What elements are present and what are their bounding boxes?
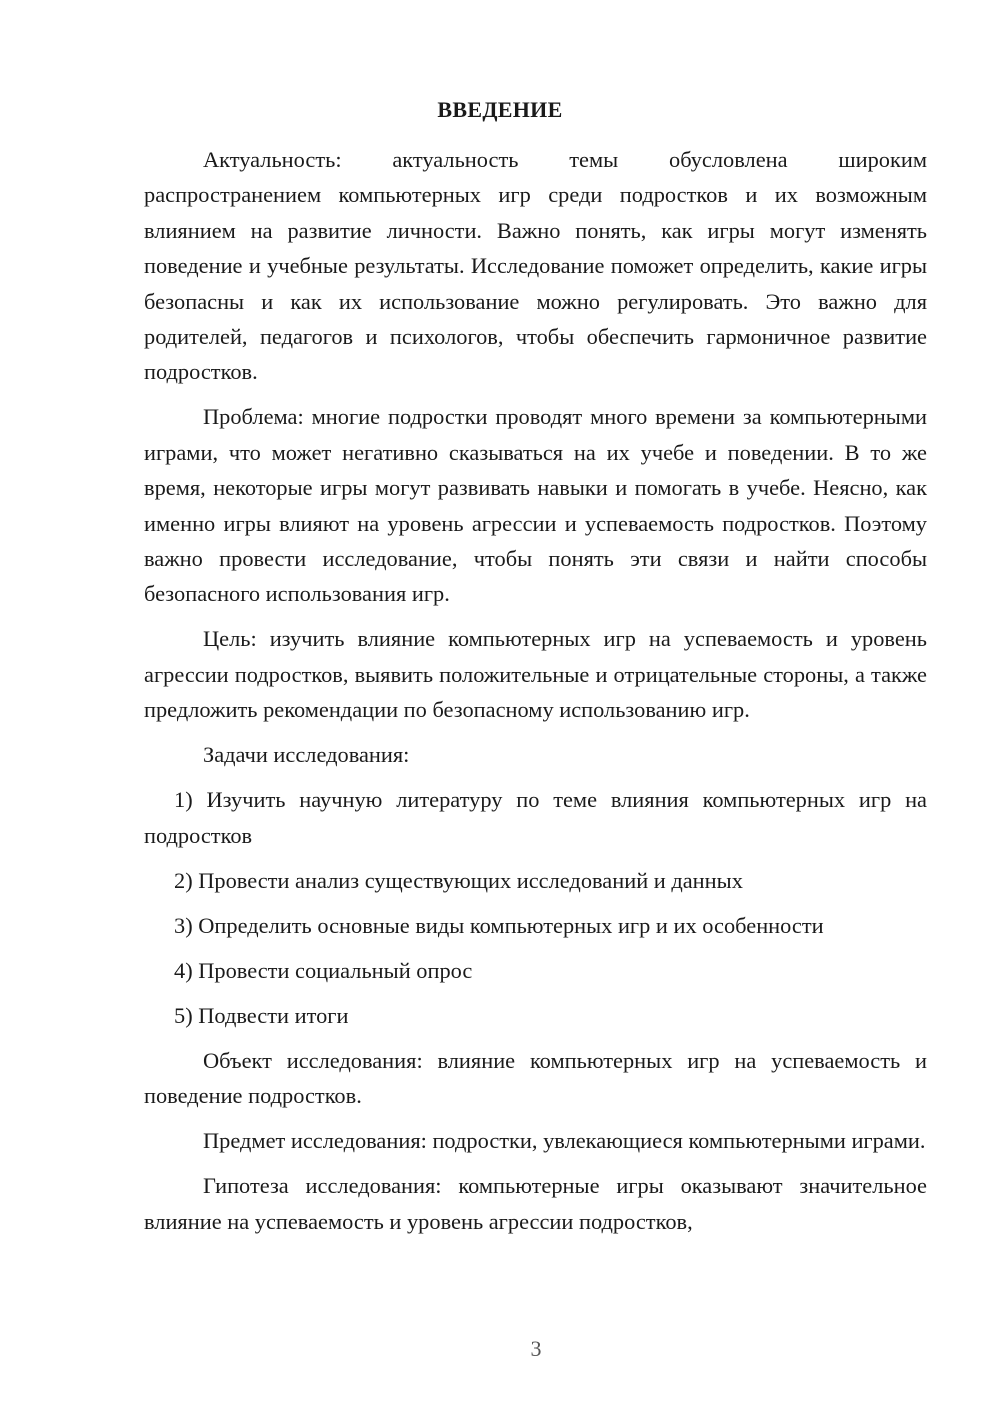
- document-body: [144, 142, 927, 1239]
- task-item: 1) Изучить научную литературу по теме влияния компьютерных игр на подростков: [144, 787, 927, 848]
- task-item: 5) Подвести итоги: [174, 1002, 349, 1028]
- page-title: ВВЕДЕНИЕ: [437, 97, 563, 122]
- paragraph-problem: Проблема: многие подростки проводят много времени за компьютерными играми, что может негативно сказываться на их учебе и поведении. В то же время, некоторые игры могут развивать навыки и помогать в учебе. Неясно, как именно игры влияют на уровень агрессии и успеваемость подростков. Поэтому важно провести исследование, чтобы понять эти связи и найти способы безопасного использования игр.: [144, 404, 927, 607]
- tasks-heading: Задачи исследования:: [203, 742, 410, 768]
- paragraph-subject: Предмет исследования: подростки, увлекающиеся компьютерными играми.: [203, 1128, 926, 1154]
- paragraph-goal: Цель: изучить влияние компьютерных игр на успеваемость и уровень агрессии подростков, выявить положительные и отрицательные стороны, а также предложить рекомендации по безопасному использованию игр.: [144, 626, 927, 723]
- paragraph-object: Объект исследования: влияние компьютерных игр на успеваемость и поведение подростков.: [144, 1047, 927, 1109]
- paragraph-relevance: Актуальность: актуальность темы обусловлена широким распространением компьютерных игр среди подростков и их возможным влиянием на развитие личности. Важно понять, как игры могут изменять поведение и учебные результаты. Исследование поможет определить, какие игры безопасны и как их использование можно регулировать. Это важно для родителей, педагогов и психологов, чтобы обеспечить гармоничное развитие подростков.: [144, 147, 927, 385]
- task-item: 3) Определить основные виды компьютерных игр и их особенности: [174, 912, 824, 938]
- task-item: 2) Провести анализ существующих исследований и данных: [174, 867, 743, 893]
- page-number: 3: [530, 1336, 542, 1361]
- task-item: 4) Провести социальный опрос: [174, 957, 473, 983]
- tasks-list: [144, 782, 927, 1033]
- paragraph-hypothesis: Гипотеза исследования: компьютерные игры оказывают значительное влияние на успеваемость и уровень агрессии подростков,: [144, 1173, 927, 1234]
